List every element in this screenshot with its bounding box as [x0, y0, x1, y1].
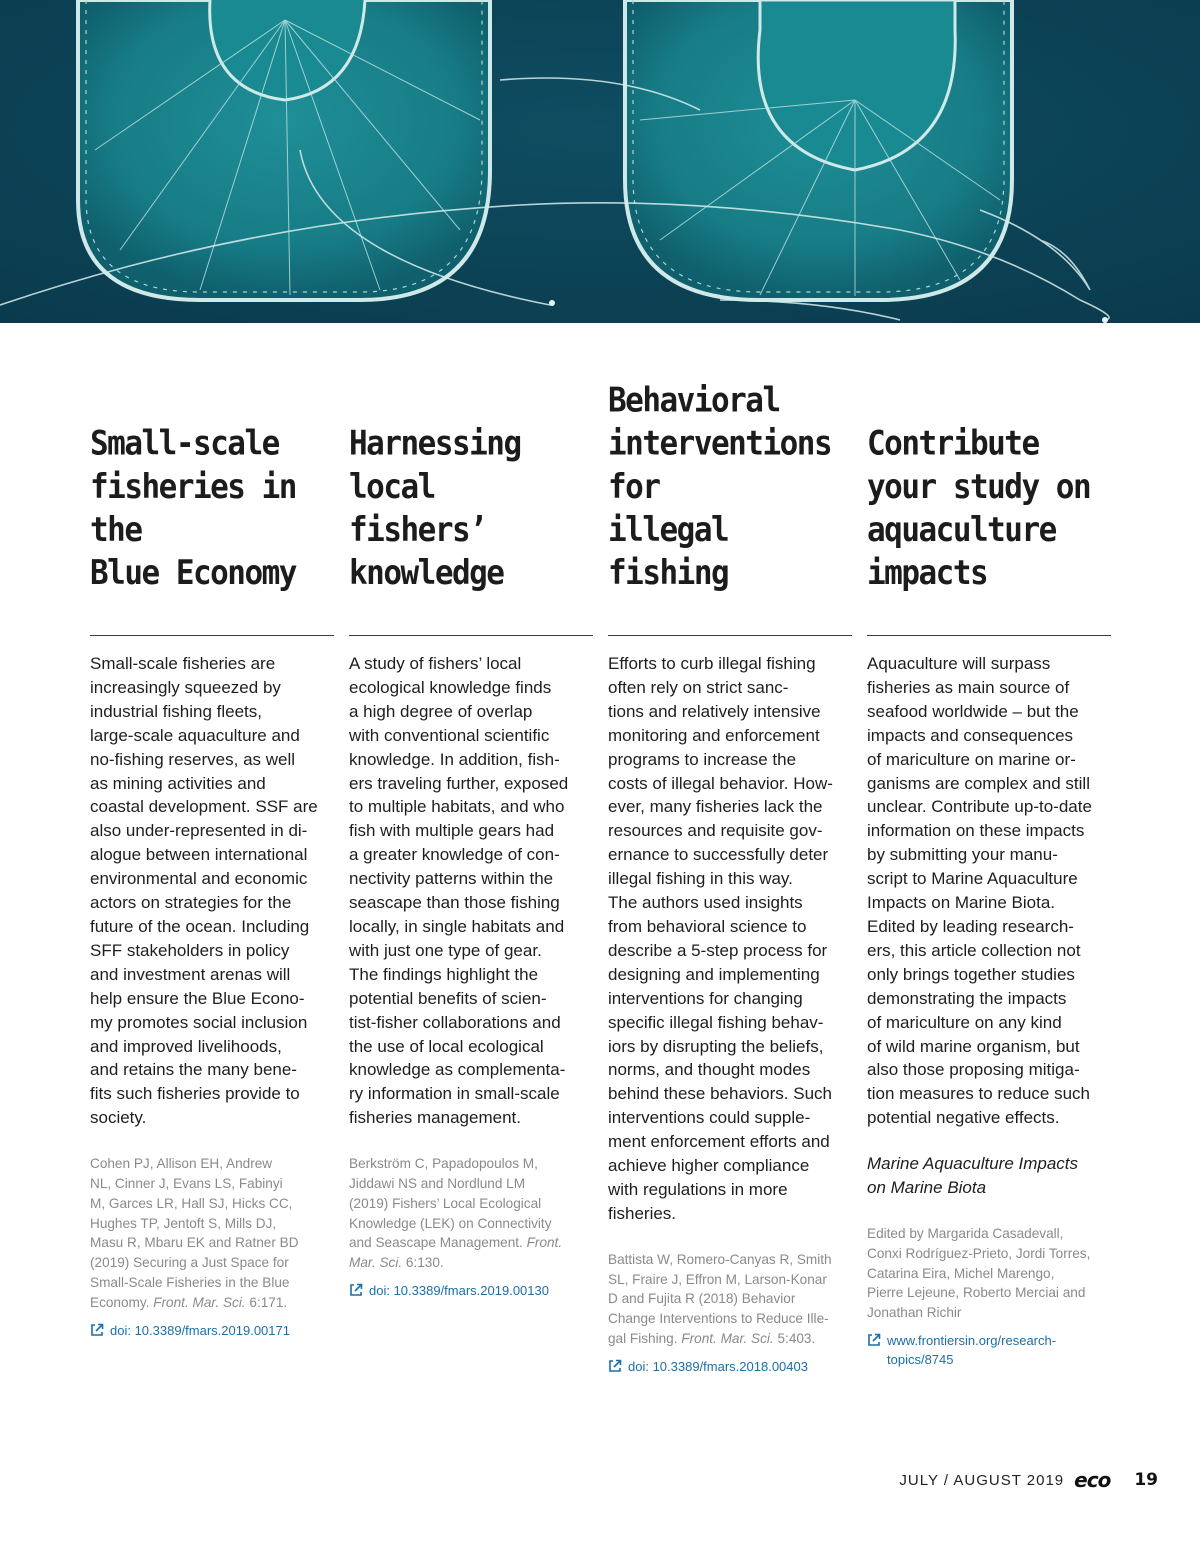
external-link-icon	[867, 1333, 881, 1347]
article-column-1	[90, 424, 334, 1340]
net-ring-left	[78, 0, 490, 300]
page-footer	[899, 1468, 1158, 1492]
divider	[608, 635, 852, 636]
doi-text: doi: 10.3389/fmars.2019.00130	[369, 1282, 549, 1298]
article-reference	[349, 1154, 593, 1273]
divider	[90, 635, 334, 636]
reference-journal: Front. Mar. Sci.	[681, 1330, 774, 1346]
article-body: A study of fishers’ local ecological knowledge finds a high degree of overlap with conventional scientific knowledge. In addition, fish- ers traveling further, exposed to multiple habitats, and who fish with multiple gears had a greater knowledge of con- nectivity patterns within the seascape than those fishing locally, in single habitats and with just one type of gear. The findings highlight the potential benefits of scien- tist-fisher collaborations and the use of local ecological knowledge as complementa- ry information in small-scale fisheries management.	[349, 654, 569, 1128]
article-column-2	[349, 424, 593, 1300]
doi-link[interactable]	[90, 1321, 334, 1340]
reference-text: Berkström C, Papadopoulos M, Jiddawi NS and Nordlund LM (2019) Fishers’ Local Ecological Knowledge (LEK) on Connectivity and Seascape Management.	[349, 1156, 552, 1251]
article-column-4	[867, 424, 1111, 1369]
external-link-icon	[608, 1359, 622, 1373]
reference-journal: Front. Mar. Sci.	[153, 1294, 246, 1310]
external-link-icon	[90, 1323, 104, 1337]
research-topic-link[interactable]	[867, 1331, 1111, 1369]
magazine-logo: eco	[1074, 1468, 1111, 1492]
page-number: 19	[1134, 1470, 1158, 1490]
divider	[349, 635, 593, 636]
article-body: Aquaculture will surpass fisheries as main source of seafood worldwide – but the impacts and consequences of mariculture on marine or- ganisms are complex and still unclear. Contribute up-to-date information on these impacts by submitting your manu- script to Marine Aquaculture Impacts on Marine Biota. Edited by leading research- ers, this article collection not only brings together studies demonstrating the impacts of mariculture on any kind of wild marine organism, but also those proposing mitiga- tion measures to reduce such potential negative effects.	[867, 654, 1092, 1128]
article-title: Harnessing local fishers’ knowledge	[349, 424, 521, 593]
research-topic-url: www.frontiersin.org/research- topics/8745	[887, 1332, 1057, 1367]
reference-journal: Front. Mar. Sci.	[349, 1235, 563, 1271]
aquaculture-nets-illustration	[0, 0, 1200, 323]
external-link-icon	[349, 1283, 363, 1297]
article-body: Efforts to curb illegal fishing often rely on strict sanc- tions and relatively intensive monitoring and enforcement programs to increase the costs of illegal behavior. How- ever, many fisheries lack the resources and requisite gov- ernance to successfully deter illegal fishing in this way. The authors used insights from behavioral science to describe a 5-step process for designing and implementing interventions for changing specific illegal fishing behav- iors by disrupting the beliefs, norms, and thought modes behind these behaviors. Such interventions could supple- ment enforcement efforts and achieve higher compliance with regulations in more fisheries.	[608, 654, 833, 1223]
reference-volume: 5:403.	[773, 1330, 816, 1346]
hero-photo	[0, 0, 1200, 323]
title-wrap	[867, 424, 1111, 595]
title-wrap	[90, 424, 334, 595]
issue-date: JULY / AUGUST 2019	[899, 1471, 1065, 1489]
article-column-3	[608, 381, 852, 1376]
editors-list: Edited by Margarida Casadevall, Conxi Rodríguez-Prieto, Jordi Torres, Catarina Eira, Michel Marengo, Pierre Lejeune, Roberto Merciai and Jonathan Richir	[867, 1225, 1091, 1321]
doi-text: doi: 10.3389/fmars.2019.00171	[110, 1322, 290, 1338]
reference-volume: 6:171.	[245, 1294, 288, 1310]
article-body: Small-scale fisheries are increasingly squeezed by industrial fishing fleets, large-scale aquaculture and no-fishing reserves, as well as mining activities and coastal development. SSF are also under-represented in di- alogue between international environmental and economic actors on strategies for the future of the ocean. Including SFF stakeholders in policy and investment arenas will help ensure the Blue Econo- my promotes social inclusion and improved livelihoods, and retains the many bene- fits such fisheries provide to society.	[90, 654, 318, 1128]
reference-text: Cohen PJ, Allison EH, Andrew NL, Cinner J, Evans LS, Fabinyi M, Garces LR, Hall SJ, Hicks CC, Hughes TP, Jentoft S, Mills DJ, Masu R, Mbaru EK and Ratner BD (2019) Securing a Just Space for Small-Scale Fisheries in the Blue Economy.	[90, 1156, 299, 1310]
title-wrap	[608, 381, 852, 595]
article-title: Behavioral interventions for illegal fishing	[608, 381, 832, 593]
doi-link[interactable]	[349, 1281, 593, 1300]
title-wrap	[349, 424, 593, 595]
net-ring-right	[625, 0, 1012, 300]
doi-text: doi: 10.3389/fmars.2018.00403	[628, 1358, 808, 1374]
doi-link[interactable]	[608, 1357, 852, 1376]
article-reference	[90, 1154, 334, 1312]
reference-text: Battista W, Romero-Canyas R, Smith SL, Fraire J, Effron M, Larson-Konar D and Fujita R (2018) Behavior Change Interventions to Reduce Ille- gal Fishing.	[608, 1251, 832, 1346]
reference-volume: 6:130.	[402, 1255, 444, 1271]
article-reference	[608, 1250, 852, 1349]
research-topic-title: Marine Aquaculture Impacts on Marine Biota	[867, 1154, 1079, 1198]
article-title: Small-scale fisheries in the Blue Economy	[90, 424, 296, 593]
article-title: Contribute your study on aquaculture impacts	[867, 424, 1091, 593]
divider	[867, 635, 1111, 636]
